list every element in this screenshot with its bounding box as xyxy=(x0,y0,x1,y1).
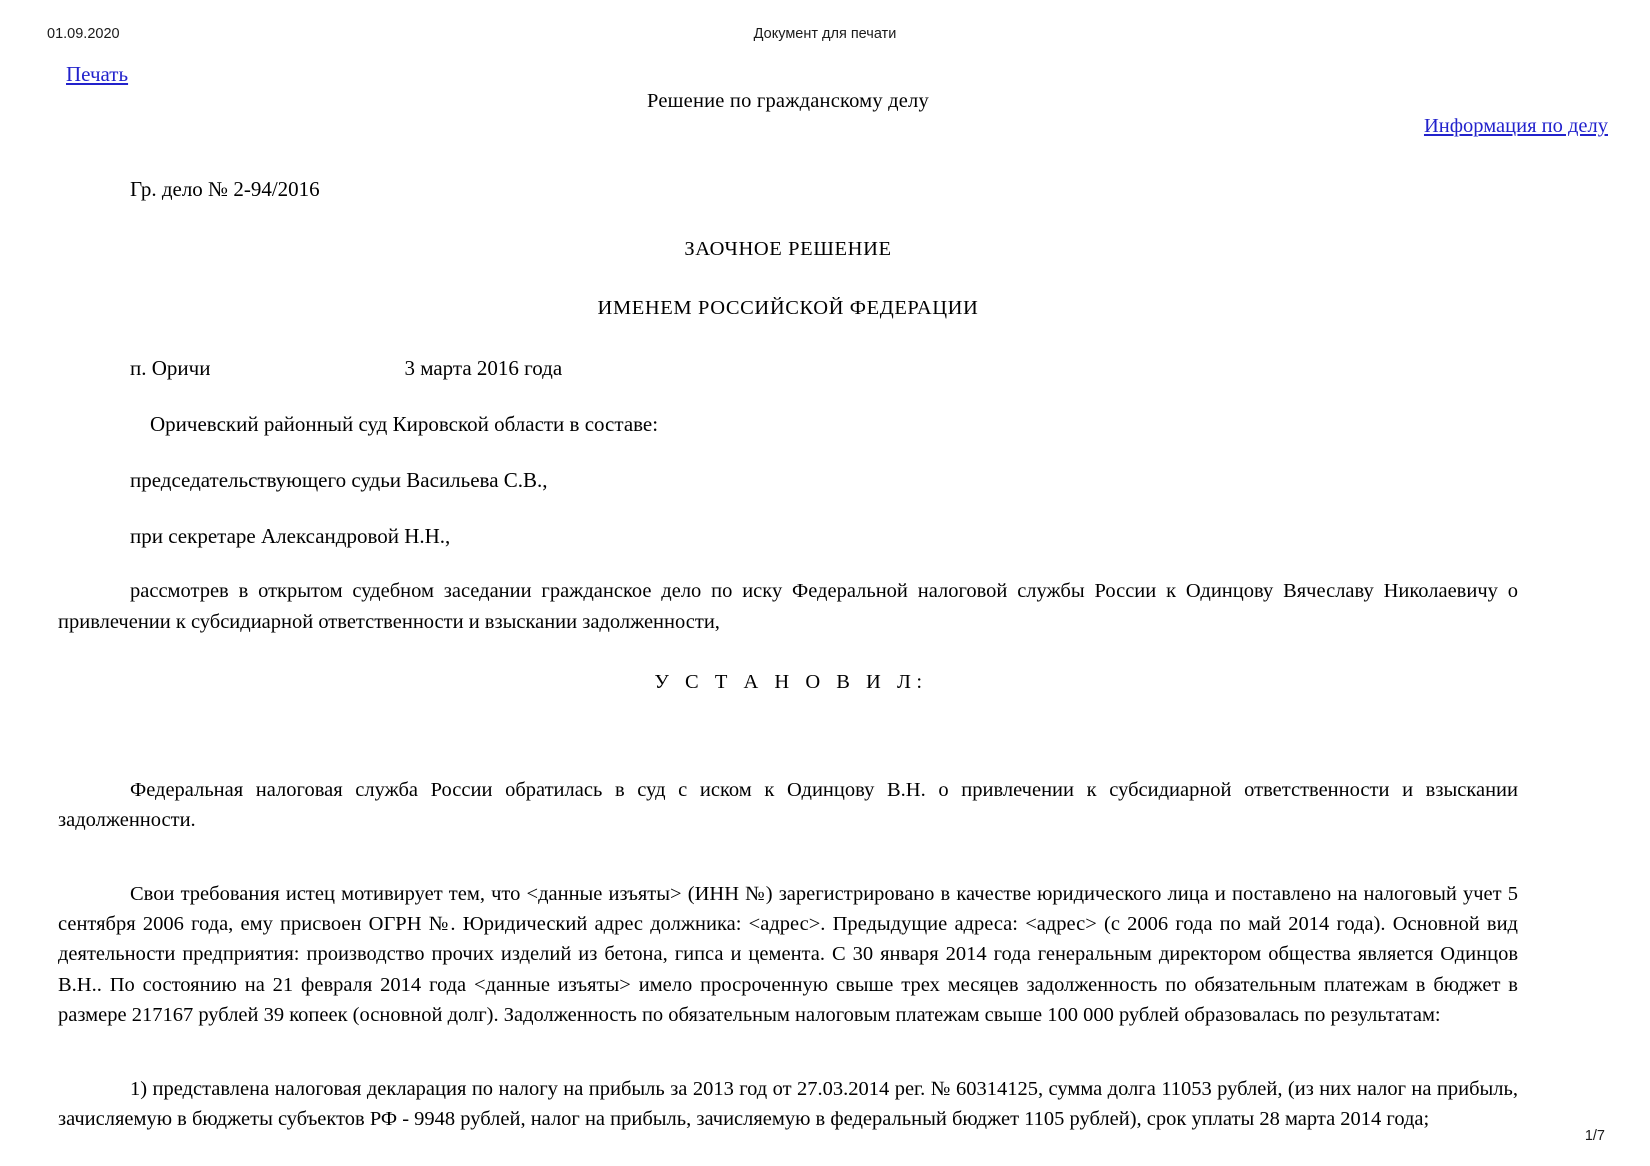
place-label: п. Оричи xyxy=(130,356,211,381)
secretary-line: при секретаре Александровой Н.Н., xyxy=(130,524,451,549)
court-composition-line: Оричевский районный суд Кировской области в составе: xyxy=(150,412,659,437)
ustanovil-heading: У С Т А Н О В И Л: xyxy=(654,670,928,693)
page-indicator: 1/7 xyxy=(1584,1128,1605,1144)
case-number: Гр. дело № 2-94/2016 xyxy=(130,177,320,202)
decision-date: 3 марта 2016 года xyxy=(404,356,563,381)
body-paragraph-2: Свои требования истец мотивирует тем, что <данные изъяты> (ИНН №) зарегистрировано в качестве юридического лица и поставлено на налоговый учет 5 сентября 2006 года, ему присвоен ОГРН №. Юридический адрес должника: <адрес>. Предыдущие адреса: <адрес> (с 2006 года по май 2014 года). Основной вид деятельности предприятия: производство прочих изделий из бетона, гипса и цемента. С 30 января 2014 года генеральным директором общества является Одинцов В.Н.. По состоянию на 21 февраля 2014 года <данные изъяты> имело просроченную свыше трех месяцев задолженность по обязательным платежам в бюджет в размере 217167 рублей 39 копеек (основной долг). Задолженность по обязательным налоговым платежам свыше 100 000 рублей образовалась по результатам: xyxy=(58,883,1518,1026)
print-link[interactable]: Печать xyxy=(66,62,129,86)
decision-heading: ЗАОЧНОЕ РЕШЕНИЕ xyxy=(684,238,892,261)
judge-line: председательствующего судьи Васильева С.В., xyxy=(130,468,548,493)
case-info-link[interactable]: Информация по делу xyxy=(1423,115,1608,137)
print-header xyxy=(0,26,1650,46)
body-paragraph-1: Федеральная налоговая служба России обратилась в суд с иском к Одинцову В.Н. о привлечении к субсидиарной ответственности и взыскании задолженности. xyxy=(58,778,1518,832)
federation-heading: ИМЕНЕМ РОССИЙСКОЙ ФЕДЕРАЦИИ xyxy=(597,296,979,319)
intro-paragraph: рассмотрев в открытом судебном заседании гражданское дело по иску Федеральной налоговой службы России к Одинцову Вячеславу Николаевичу о привлечении к субсидиарной ответственности и взыскании задолженности, xyxy=(58,580,1518,633)
print-header-title: Документ для печати xyxy=(753,26,897,42)
print-header-date: 01.09.2020 xyxy=(47,26,120,42)
place-and-date-line xyxy=(58,353,1518,384)
document-body xyxy=(58,86,1518,1134)
document-title: Решение по гражданскому делу xyxy=(647,90,929,112)
body-paragraph-3: 1) представлена налоговая декларация по налогу на прибыль за 2013 год от 27.03.2014 рег. № 60314125, сумма долга 11053 рублей, (из них налог на прибыль, зачисляемую в бюджеты субъектов РФ - 9948 рублей, налог на прибыль, зачисляемую в федеральный бюджет 1105 рублей), срок уплаты 28 марта 2014 года; xyxy=(58,1077,1518,1130)
